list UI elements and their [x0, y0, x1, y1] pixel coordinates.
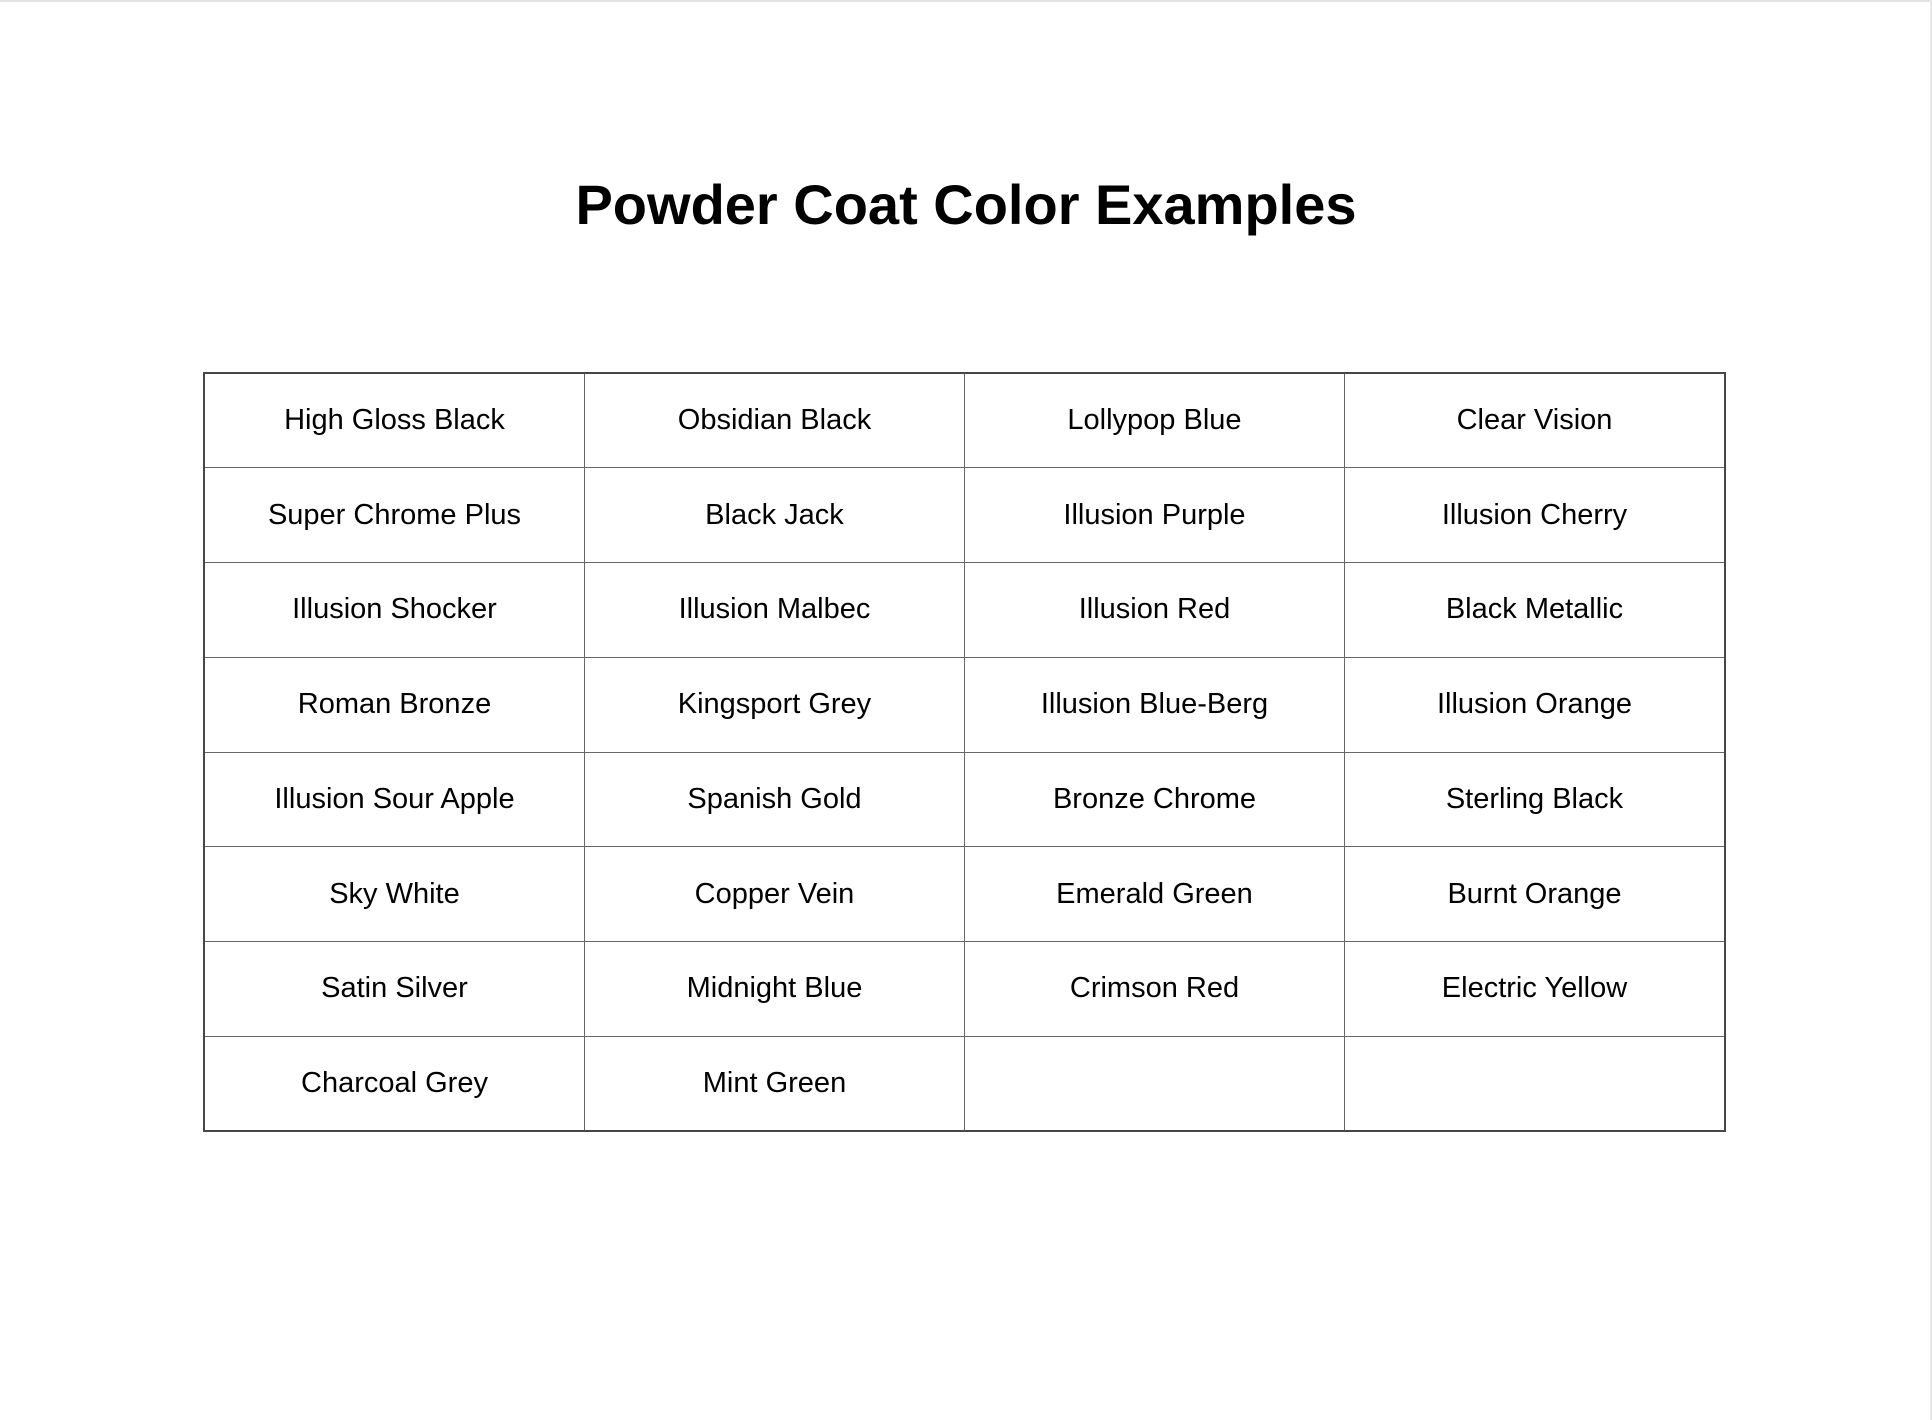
color-cell: Spanish Gold	[584, 752, 964, 847]
color-cell: Illusion Sour Apple	[204, 752, 584, 847]
color-cell: High Gloss Black	[204, 373, 584, 468]
color-cell: Roman Bronze	[204, 657, 584, 752]
color-cell: Satin Silver	[204, 942, 584, 1037]
table-row	[204, 563, 1725, 658]
color-cell: Copper Vein	[584, 847, 964, 942]
window-top-edge-line	[0, 0, 1932, 2]
color-cell: Clear Vision	[1344, 373, 1725, 468]
color-cell: Illusion Malbec	[584, 563, 964, 658]
color-cell: Illusion Cherry	[1344, 468, 1725, 563]
color-cell: Obsidian Black	[584, 373, 964, 468]
color-cell: Charcoal Grey	[204, 1036, 584, 1131]
color-cell: Black Metallic	[1344, 563, 1725, 658]
table-row	[204, 1036, 1725, 1131]
color-cell: Illusion Red	[964, 563, 1344, 658]
color-cell: Kingsport Grey	[584, 657, 964, 752]
color-cell: Illusion Orange	[1344, 657, 1725, 752]
color-cell: Black Jack	[584, 468, 964, 563]
color-cell: Bronze Chrome	[964, 752, 1344, 847]
table-row	[204, 942, 1725, 1037]
color-cell: Illusion Blue-Berg	[964, 657, 1344, 752]
color-cell: Illusion Purple	[964, 468, 1344, 563]
color-cell	[964, 1036, 1344, 1131]
color-cell: Super Chrome Plus	[204, 468, 584, 563]
page-title: Powder Coat Color Examples	[575, 173, 1357, 236]
color-cell: Mint Green	[584, 1036, 964, 1131]
color-cell: Lollypop Blue	[964, 373, 1344, 468]
color-cell: Sterling Black	[1344, 752, 1725, 847]
color-table	[203, 372, 1726, 1132]
color-cell: Electric Yellow	[1344, 942, 1725, 1037]
color-cell: Crimson Red	[964, 942, 1344, 1037]
table-row	[204, 657, 1725, 752]
color-cell: Illusion Shocker	[204, 563, 584, 658]
color-cell: Midnight Blue	[584, 942, 964, 1037]
color-cell: Sky White	[204, 847, 584, 942]
table-row	[204, 468, 1725, 563]
color-cell	[1344, 1036, 1725, 1131]
color-table-body	[204, 373, 1725, 1131]
table-row	[204, 373, 1725, 468]
table-row	[204, 847, 1725, 942]
table-row	[204, 752, 1725, 847]
color-cell: Burnt Orange	[1344, 847, 1725, 942]
color-cell: Emerald Green	[964, 847, 1344, 942]
